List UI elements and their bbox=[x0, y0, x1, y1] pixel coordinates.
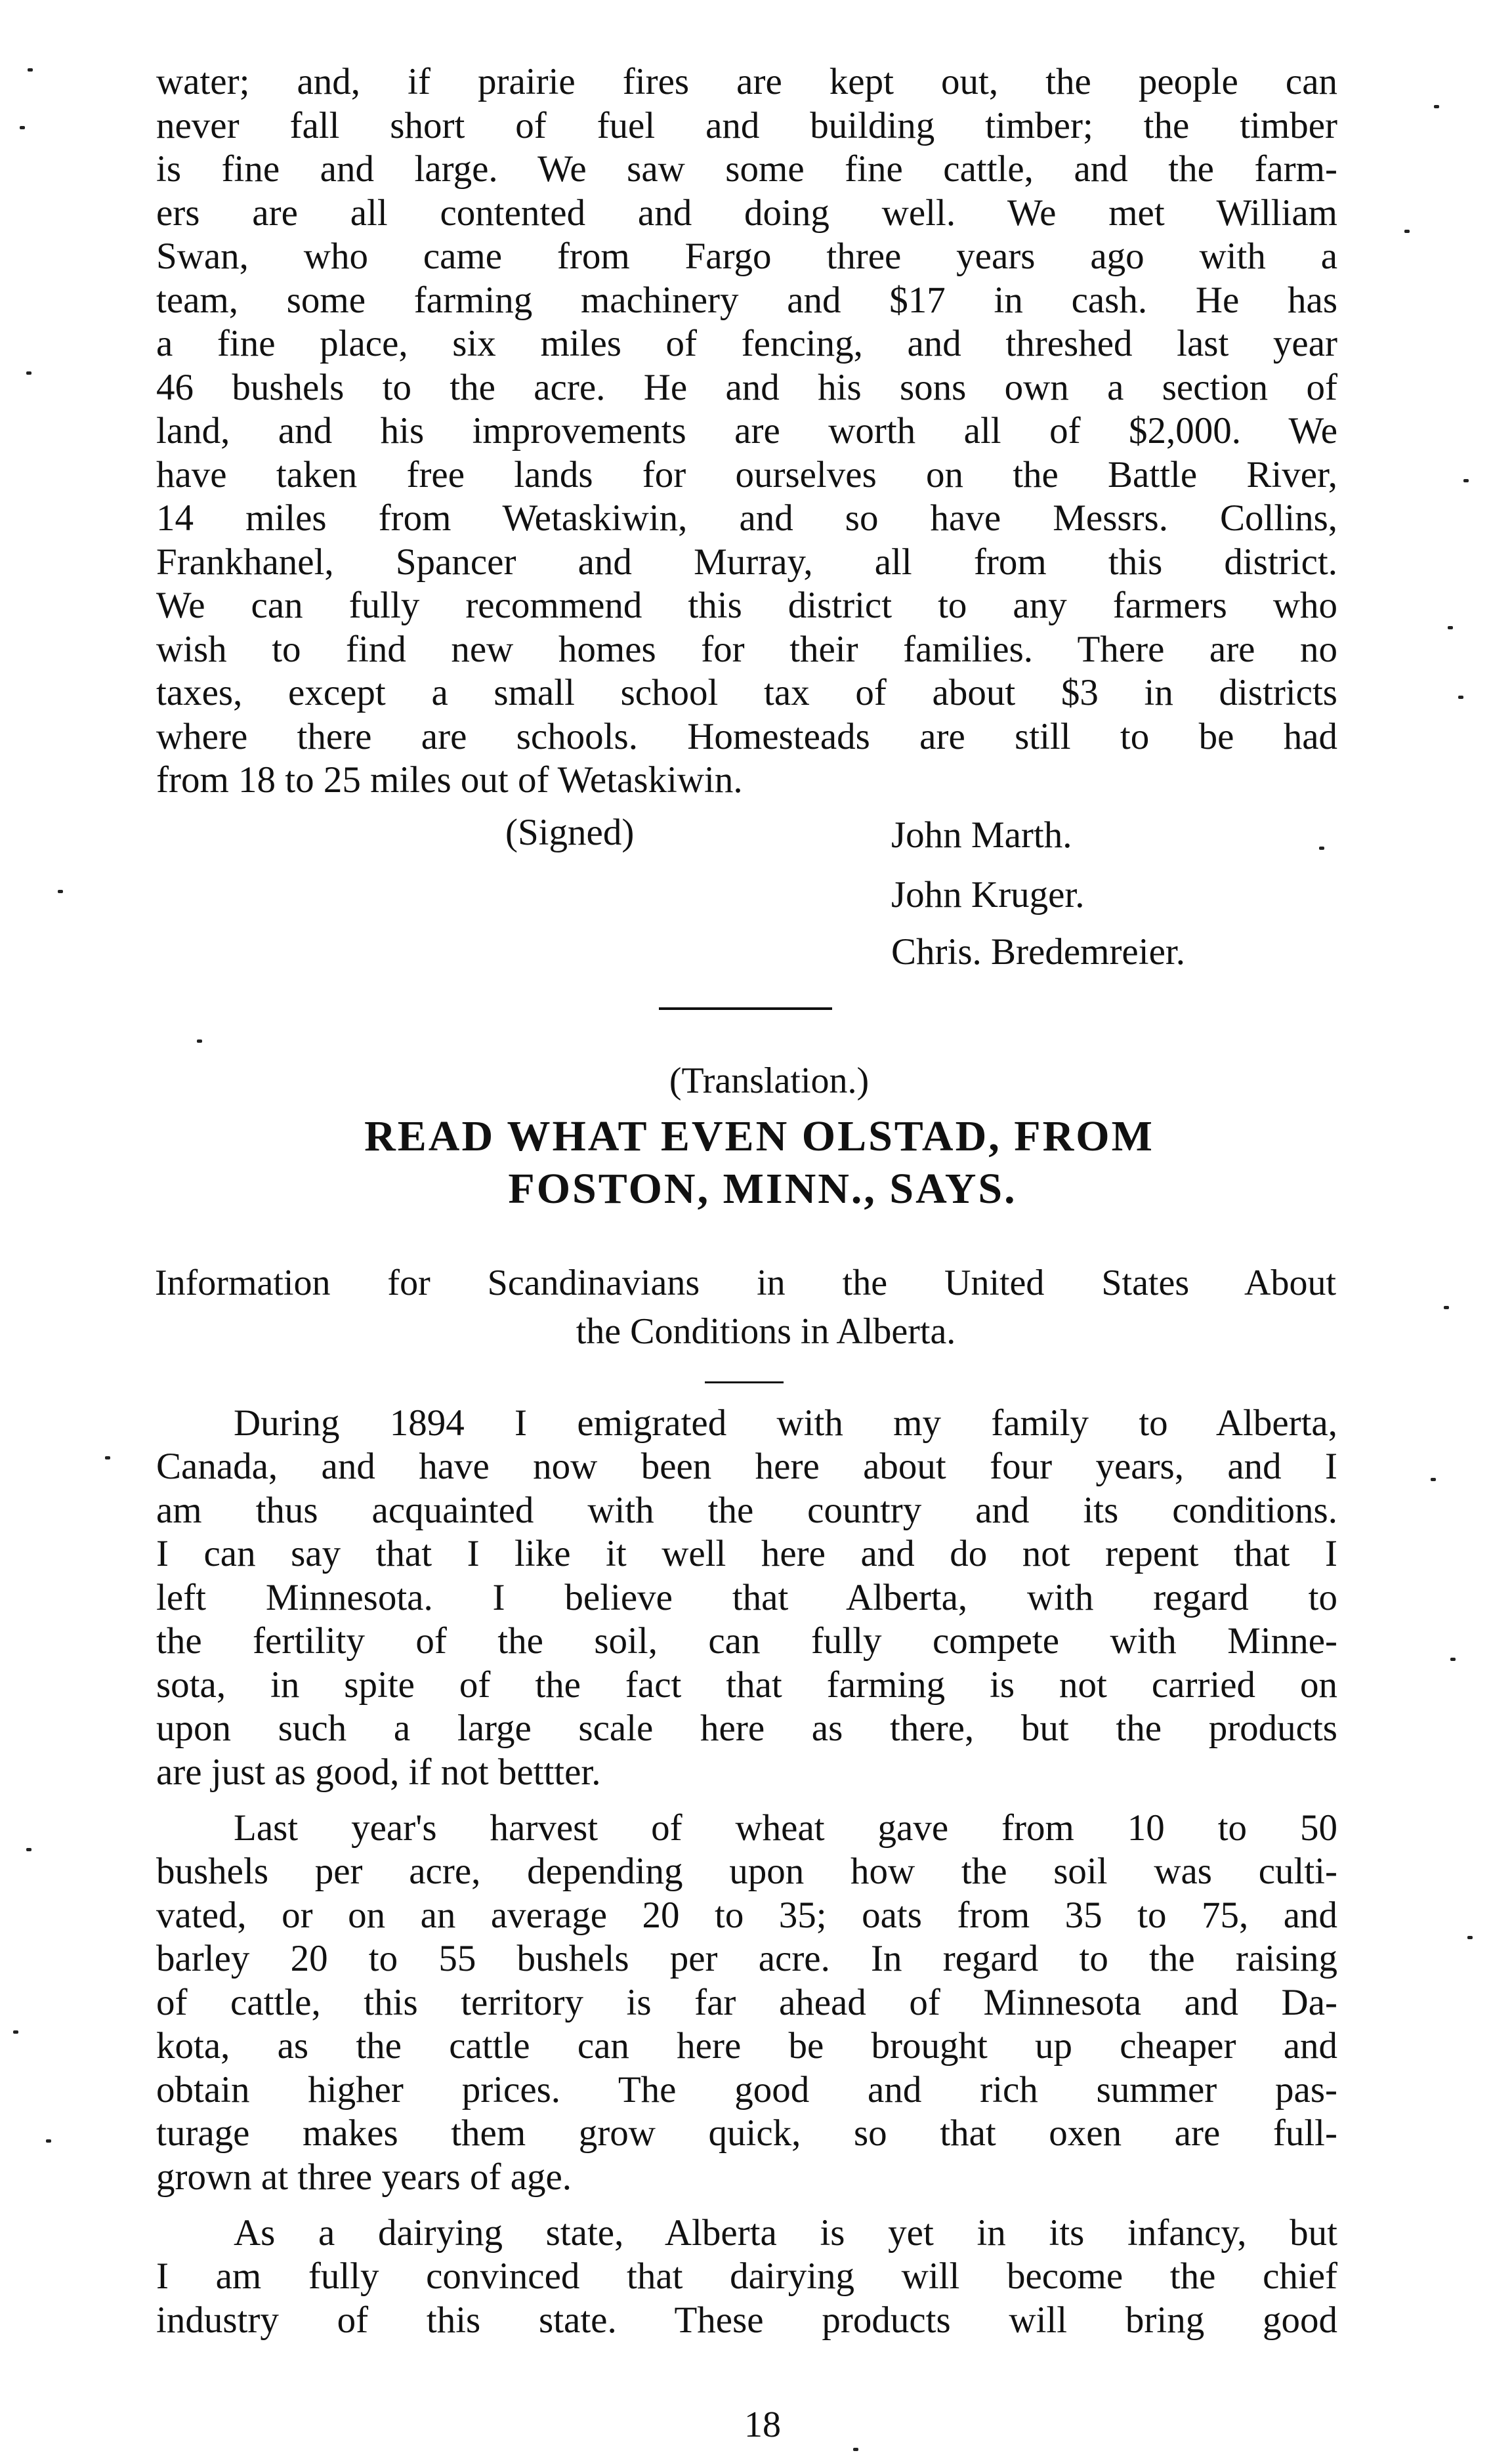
scan-speck bbox=[1458, 696, 1463, 699]
paragraph-1-body bbox=[156, 1445, 1337, 1794]
scan-speck bbox=[58, 890, 63, 893]
text-line: am thus acquainted with the country and its conditions. bbox=[156, 1489, 1337, 1531]
subtitle-divider bbox=[705, 1381, 784, 1383]
text-line: water; and, if prairie fires are kept out, the people can bbox=[156, 61, 1337, 102]
text-line: industry of this state. These products will bring good bbox=[156, 2299, 1337, 2341]
scan-speck bbox=[28, 68, 33, 72]
text-line: have taken free lands for ourselves on the Battle River, bbox=[156, 453, 1337, 495]
text-line: land, and his improvements are worth all of $2,000. We bbox=[156, 410, 1337, 451]
scan-speck bbox=[105, 1456, 110, 1459]
text-line: bushels per acre, depending upon how the soil was culti- bbox=[156, 1851, 1337, 1892]
signature-name: John Marth. bbox=[891, 814, 1072, 856]
scan-speck bbox=[26, 1848, 32, 1851]
text-line: the fertility of the soil, can fully compete with Minne- bbox=[156, 1620, 1337, 1662]
text-line: wish to find new homes for their families. There are no bbox=[156, 628, 1337, 670]
scan-speck bbox=[1404, 230, 1410, 233]
subtitle-line-1: Information for Scandinavians in the United States About bbox=[155, 1263, 1336, 1303]
scan-speck bbox=[1444, 1306, 1449, 1309]
text-line: Last year's harvest of wheat gave from 10 to 50 bbox=[234, 1807, 1337, 1849]
letter-continuation bbox=[156, 60, 1337, 803]
text-line: We can fully recommend this district to any farmers who bbox=[156, 585, 1337, 626]
signed-label: (Signed) bbox=[505, 812, 635, 853]
text-line: Canada, and have now been here about four years, and I bbox=[156, 1446, 1337, 1487]
text-line: from 18 to 25 miles out of Wetaskiwin. bbox=[156, 759, 743, 801]
subtitle-line-2: the Conditions in Alberta. bbox=[576, 1311, 956, 1352]
scan-speck bbox=[1448, 626, 1453, 629]
text-line: 14 miles from Wetaskiwin, and so have Messrs. Collins, bbox=[156, 497, 1337, 539]
text-line: ers are all contented and doing well. We met William bbox=[156, 192, 1337, 234]
scan-speck bbox=[46, 2139, 51, 2143]
headline-line-1: READ WHAT EVEN OLSTAD, FROM bbox=[364, 1112, 1154, 1160]
text-line: vated, or on an average 20 to 35; oats from 35 to 75, and bbox=[156, 1894, 1337, 1936]
section-divider bbox=[659, 1007, 832, 1010]
scan-speck bbox=[26, 371, 32, 375]
text-line: left Minnesota. I believe that Alberta, with regard to bbox=[156, 1576, 1337, 1618]
text-line: obtain higher prices. The good and rich summer pas- bbox=[156, 2068, 1337, 2110]
scan-speck bbox=[1434, 105, 1439, 108]
scan-speck bbox=[1467, 1936, 1473, 1939]
paragraph-1 bbox=[156, 1402, 1337, 1446]
scan-speck bbox=[1463, 479, 1469, 482]
headline-line-2: FOSTON, MINN., SAYS. bbox=[508, 1165, 1017, 1213]
scan-speck bbox=[197, 1039, 202, 1043]
text-line: a fine place, six miles of fencing, and threshed last year bbox=[156, 323, 1337, 364]
scan-speck bbox=[1431, 1478, 1436, 1481]
scan-speck bbox=[20, 126, 25, 129]
text-line: 46 bushels to the acre. He and his sons own a section of bbox=[156, 366, 1337, 408]
text-line: barley 20 to 55 bushels per acre. In regard to the raising bbox=[156, 1938, 1337, 1979]
scan-speck bbox=[13, 2030, 18, 2034]
paragraph-3-body bbox=[156, 2255, 1337, 2342]
paragraph-2-body bbox=[156, 1850, 1337, 2199]
text-line: I am fully convinced that dairying will become the chief bbox=[156, 2256, 1337, 2297]
text-line: As a dairying state, Alberta is yet in its infancy, but bbox=[234, 2212, 1337, 2254]
translation-note: (Translation.) bbox=[669, 1060, 870, 1101]
text-line: I can say that I like it well here and do not repent that I bbox=[156, 1533, 1337, 1574]
text-line: team, some farming machinery and $17 in cash. He has bbox=[156, 279, 1337, 321]
text-line: is fine and large. We saw some fine cattle, and the farm- bbox=[156, 148, 1337, 190]
text-line: turage makes them grow quick, so that oxen are full- bbox=[156, 2112, 1337, 2154]
text-line: taxes, except a small school tax of about $3 in districts bbox=[156, 672, 1337, 713]
text-line: of cattle, this territory is far ahead of Minnesota and Da- bbox=[156, 1981, 1337, 2023]
text-line: During 1894 I emigrated with my family to Alberta, bbox=[234, 1402, 1337, 1444]
paragraph-3-first bbox=[234, 2212, 1337, 2256]
scan-speck bbox=[853, 2448, 858, 2451]
paragraph-2-first bbox=[234, 1807, 1337, 1851]
signature-name: John Kruger. bbox=[891, 874, 1085, 915]
text-line: Frankhanel, Spancer and Murray, all from this district. bbox=[156, 541, 1337, 583]
text-line: never fall short of fuel and building timber; the timber bbox=[156, 104, 1337, 146]
page-number: 18 bbox=[744, 2404, 781, 2445]
text-line: sota, in spite of the fact that farming is not carried on bbox=[156, 1664, 1337, 1706]
signature-name: Chris. Bredemreier. bbox=[891, 931, 1185, 973]
text-line: where there are schools. Homesteads are still to be had bbox=[156, 715, 1337, 757]
text-line: are just as good, if not bettter. bbox=[156, 1751, 601, 1793]
text-line: Swan, who came from Fargo three years ago with a bbox=[156, 236, 1337, 277]
scan-speck bbox=[1450, 1658, 1456, 1661]
text-line: upon such a large scale here as there, but the products bbox=[156, 1708, 1337, 1749]
text-line: grown at three years of age. bbox=[156, 2156, 572, 2198]
scan-speck bbox=[1319, 847, 1324, 850]
text-line: kota, as the cattle can here be brought up cheaper and bbox=[156, 2025, 1337, 2067]
